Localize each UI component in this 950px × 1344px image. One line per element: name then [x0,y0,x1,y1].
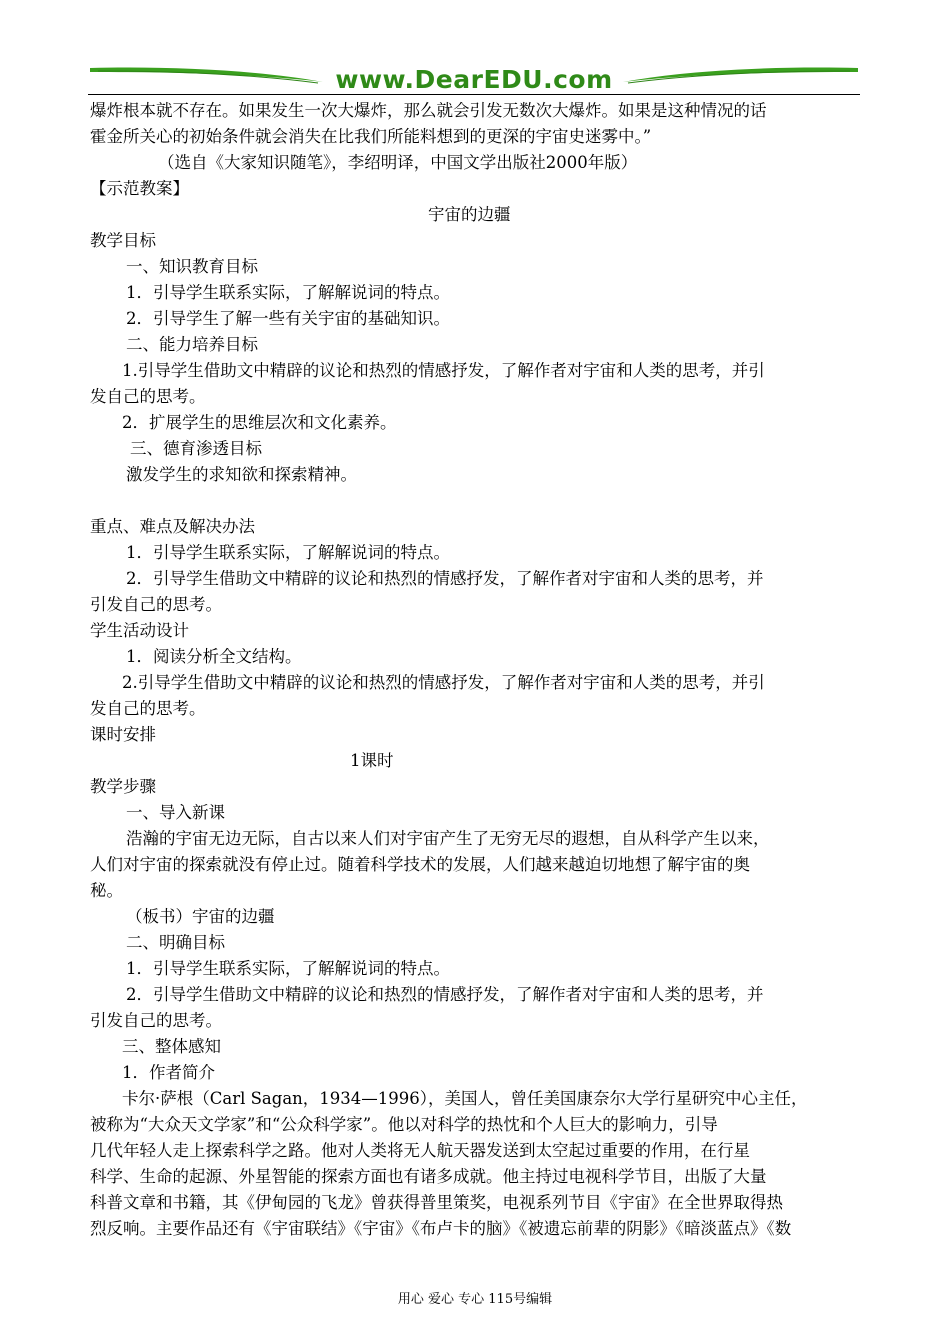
page-footer: 用心 爱心 专心 115号编辑 [397,1292,553,1307]
text-line: 一、知识教育目标 [126,257,258,276]
text-line: 引发自己的思考。 [90,595,222,614]
text-line: 1．引导学生联系实际，了解解说词的特点。 [126,283,450,302]
text-line: 1．作者简介 [122,1063,215,1082]
text-line: 1课时 [350,751,394,770]
text-line: 发自己的思考。 [90,387,206,406]
text-line: 几代年轻人走上探索科学之路。他对人类将无人航天器发送到太空起过重要的作用，在行星 [90,1141,750,1160]
text-line: 三、德育渗透目标 [130,439,262,458]
text-line: 浩瀚的宇宙无边无际，自古以来人们对宇宙产生了无穷无尽的遐想，自从科学产生以来， [126,829,770,848]
text-line: 1.引导学生借助文中精辟的议论和热烈的情感抒发，了解作者对宇宙和人类的思考，并引 [122,361,765,380]
text-line: 二、能力培养目标 [126,335,258,354]
site-header [88,62,860,98]
document-body [90,98,862,1242]
text-line: 1．阅读分析全文结构。 [126,647,302,666]
text-line: 发自己的思考。 [90,699,206,718]
text-line: 2．扩展学生的思维层次和文化素养。 [122,413,397,432]
text-line: 1．引导学生联系实际，了解解说词的特点。 [126,959,450,978]
text-line: 1．引导学生联系实际，了解解说词的特点。 [126,543,450,562]
text-line: 人们对宇宙的探索就没有停止过。随着科学技术的发展，人们越来越迫切地想了解宇宙的奥 [90,855,750,874]
text-line: 学生活动设计 [90,621,189,640]
text-line: 被称为“大众天文学家”和“公众科学家”。他以对科学的热忱和个人巨大的影响力，引导 [90,1115,718,1134]
text-line: （板书）宇宙的边疆 [126,907,275,926]
text-line: 烈反响。主要作品还有《宇宙联结》《宇宙》《布卢卡的脑》《被遗忘前辈的阴影》《暗淡蓝点》《数 [90,1219,792,1238]
text-line: 2．引导学生了解一些有关宇宙的基础知识。 [126,309,450,328]
blank-line [90,488,862,514]
text-line: （选自《大家知识随笔》，李绍明译，中国文学出版社2000年版） [158,153,638,172]
text-line: 激发学生的求知欲和探索精神。 [126,465,357,484]
text-line: 霍金所关心的初始条件就会消失在比我们所能料想到的更深的宇宙史迷雾中。” [90,127,652,146]
text-line: 引发自己的思考。 [90,1011,222,1030]
text-line: 教学目标 [90,231,156,250]
text-line: 卡尔·萨根（Carl Sagan，1934—1996），美国人，曾任美国康奈尔大学行星研究中心主任， [122,1089,808,1108]
text-line: 二、明确目标 [126,933,225,952]
text-line: 2．引导学生借助文中精辟的议论和热烈的情感抒发，了解作者对宇宙和人类的思考，并 [126,569,764,588]
text-line: 课时安排 [90,725,156,744]
text-line: 重点、难点及解决办法 [90,517,255,536]
site-title: www.DearEDU.com [335,65,613,94]
text-line: 科学、生命的起源、外星智能的探索方面也有诸多成就。他主持过电视科学节目，出版了大量 [90,1167,767,1186]
text-line: 秘。 [90,881,123,900]
header-rule [88,94,860,95]
text-line: 2.引导学生借助文中精辟的议论和热烈的情感抒发，了解作者对宇宙和人类的思考，并引 [122,673,765,692]
text-line: 2．引导学生借助文中精辟的议论和热烈的情感抒发，了解作者对宇宙和人类的思考，并 [126,985,764,1004]
text-line: 一、导入新课 [126,803,225,822]
text-line: 三、整体感知 [122,1037,221,1056]
text-line: 爆炸根本就不存在。如果发生一次大爆炸，那么就会引发无数次大爆炸。如果是这种情况的话 [90,101,767,120]
text-line: 教学步骤 [90,777,156,796]
text-line: 【示范教案】 [90,179,189,198]
text-line: 科普文章和书籍，其《伊甸园的飞龙》曾获得普里策奖，电视系列节目《宇宙》在全世界取得热 [90,1193,783,1212]
text-line: 宇宙的边疆 [428,205,511,224]
